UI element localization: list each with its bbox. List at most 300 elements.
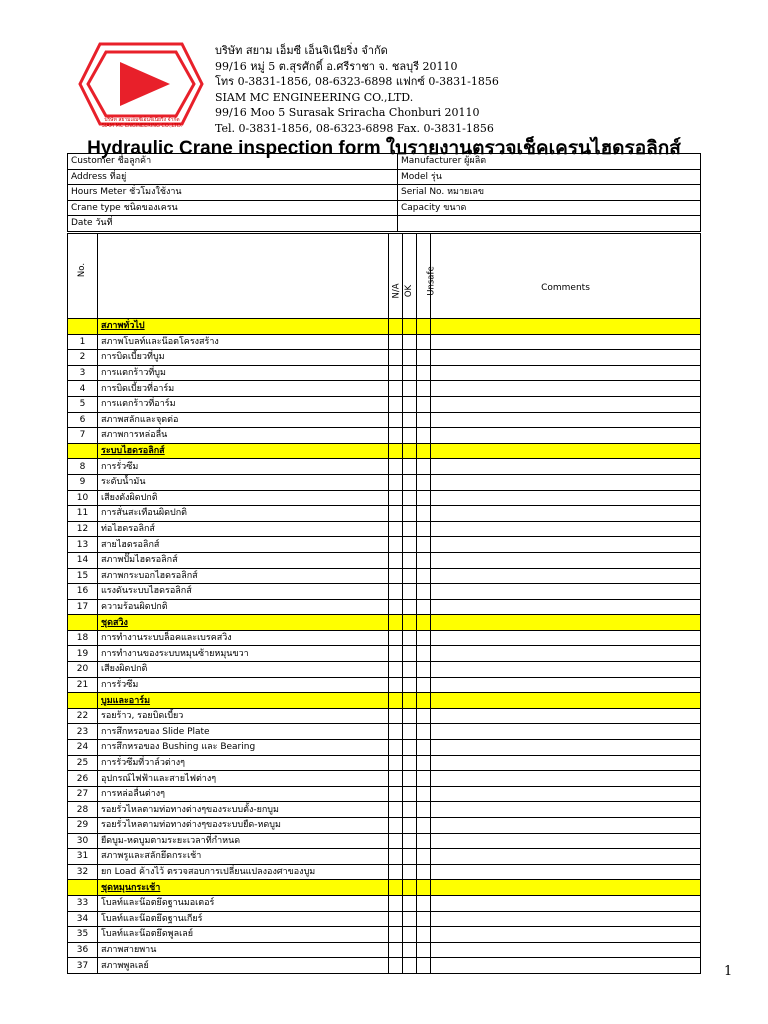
section-header-row xyxy=(68,615,701,631)
ok-checkbox[interactable] xyxy=(403,537,417,553)
section-check-cell xyxy=(403,693,417,709)
item-description: เสียงผิดปกติ xyxy=(98,662,389,678)
na-checkbox[interactable] xyxy=(389,334,403,350)
unsafe-checkbox[interactable] xyxy=(417,786,431,802)
unsafe-checkbox[interactable] xyxy=(417,459,431,475)
checklist-row xyxy=(68,927,701,943)
section-comment-cell xyxy=(431,443,701,459)
model-field[interactable]: Model รุ่น xyxy=(398,169,701,185)
unsafe-checkbox[interactable] xyxy=(417,334,431,350)
company-line: Tel. 0-3831-1856, 08-6323-6898 Fax. 0-3831-1856 xyxy=(215,121,494,135)
unsafe-checkbox[interactable] xyxy=(417,599,431,615)
date-field-blank[interactable] xyxy=(398,216,701,232)
section-check-cell xyxy=(417,319,431,335)
unsafe-checkbox[interactable] xyxy=(417,942,431,958)
item-number: 31 xyxy=(68,849,98,865)
checklist-row xyxy=(68,864,701,880)
checklist-row xyxy=(68,958,701,974)
section-number-cell xyxy=(68,693,98,709)
item-number: 24 xyxy=(68,740,98,756)
checklist-row xyxy=(68,818,701,834)
ok-checkbox[interactable] xyxy=(403,942,417,958)
section-check-cell xyxy=(403,443,417,459)
unsafe-checkbox[interactable] xyxy=(417,428,431,444)
item-number: 8 xyxy=(68,459,98,475)
ok-checkbox[interactable] xyxy=(403,521,417,537)
na-checkbox[interactable] xyxy=(389,755,403,771)
unsafe-checkbox[interactable] xyxy=(417,552,431,568)
item-description: สภาพรูและสลักยึดกระเช้า xyxy=(98,849,389,865)
comment-cell[interactable] xyxy=(431,630,701,646)
item-number: 35 xyxy=(68,927,98,943)
item-number: 36 xyxy=(68,942,98,958)
logo-caption xyxy=(76,117,208,129)
item-number: 22 xyxy=(68,708,98,724)
na-checkbox[interactable] xyxy=(389,599,403,615)
comment-cell[interactable] xyxy=(431,506,701,522)
item-description: โบลท์และน๊อตยึดพูลเลย์ xyxy=(98,927,389,943)
na-checkbox[interactable] xyxy=(389,771,403,787)
na-checkbox[interactable] xyxy=(389,552,403,568)
ok-checkbox[interactable] xyxy=(403,459,417,475)
comment-cell[interactable] xyxy=(431,849,701,865)
item-description: การรั่วซึมที่วาล์วต่างๆ xyxy=(98,755,389,771)
na-checkbox[interactable] xyxy=(389,428,403,444)
checklist-row xyxy=(68,895,701,911)
item-description: สภาพสลักและจุดต่อ xyxy=(98,412,389,428)
company-line: บริษัท สยาม เอ็มซี เอ็นจิเนียริ่ง จำกัด xyxy=(215,44,388,57)
item-description: ยก Load ค้างไว้ ตรวจสอบการเปลี่ยนแปลงองศาของบูม xyxy=(98,864,389,880)
ok-checkbox[interactable] xyxy=(403,396,417,412)
checklist-row xyxy=(68,459,701,475)
item-description: การรั่วซึม xyxy=(98,677,389,693)
item-description: รอยร้าว, รอยบิดเบี้ยว xyxy=(98,708,389,724)
comment-cell[interactable] xyxy=(431,552,701,568)
section-number-cell xyxy=(68,319,98,335)
unsafe-checkbox[interactable] xyxy=(417,662,431,678)
na-checkbox[interactable] xyxy=(389,895,403,911)
comment-cell[interactable] xyxy=(431,381,701,397)
unsafe-checkbox[interactable] xyxy=(417,584,431,600)
section-check-cell xyxy=(417,880,431,896)
comment-cell[interactable] xyxy=(431,833,701,849)
ok-checkbox[interactable] xyxy=(403,412,417,428)
checklist-row xyxy=(68,740,701,756)
section-header-row xyxy=(68,880,701,896)
na-checkbox[interactable] xyxy=(389,412,403,428)
column-na: N/A xyxy=(389,234,403,319)
checklist-row xyxy=(68,662,701,678)
na-checkbox[interactable] xyxy=(389,724,403,740)
unsafe-checkbox[interactable] xyxy=(417,506,431,522)
checklist-row xyxy=(68,755,701,771)
na-checkbox[interactable] xyxy=(389,490,403,506)
section-comment-cell xyxy=(431,615,701,631)
item-number: 5 xyxy=(68,396,98,412)
comment-cell[interactable] xyxy=(431,412,701,428)
na-checkbox[interactable] xyxy=(389,584,403,600)
unsafe-checkbox[interactable] xyxy=(417,677,431,693)
unsafe-checkbox[interactable] xyxy=(417,802,431,818)
item-description: เสียงดังผิดปกติ xyxy=(98,490,389,506)
ok-checkbox[interactable] xyxy=(403,755,417,771)
column-item xyxy=(98,234,389,319)
item-description: แรงดันระบบไฮดรอลิกส์ xyxy=(98,584,389,600)
item-description: การหล่อลื่นต่างๆ xyxy=(98,786,389,802)
comment-cell[interactable] xyxy=(431,895,701,911)
comment-cell[interactable] xyxy=(431,724,701,740)
inspection-checklist-table xyxy=(67,233,701,974)
na-checkbox[interactable] xyxy=(389,568,403,584)
section-check-cell xyxy=(389,880,403,896)
na-checkbox[interactable] xyxy=(389,708,403,724)
manufacturer-field[interactable]: Manufacturer ผู้ผลิต xyxy=(398,154,701,170)
ok-checkbox[interactable] xyxy=(403,350,417,366)
na-checkbox[interactable] xyxy=(389,521,403,537)
item-description: สภาพกระบอกไฮดรอลิกส์ xyxy=(98,568,389,584)
item-description: รอยรั่วไหลตามท่อทางต่างๆของระบบตั้ง-ยกบูม xyxy=(98,802,389,818)
section-number-cell xyxy=(68,443,98,459)
ok-checkbox[interactable] xyxy=(403,584,417,600)
item-number: 18 xyxy=(68,630,98,646)
unsafe-checkbox[interactable] xyxy=(417,365,431,381)
checklist-row xyxy=(68,942,701,958)
item-description: โบลท์และน๊อตยึดฐานเกียร์ xyxy=(98,911,389,927)
page-number: 1 xyxy=(724,964,733,979)
item-description: การสึกหรอของ Bushing และ Bearing xyxy=(98,740,389,756)
comment-cell[interactable] xyxy=(431,646,701,662)
comment-cell[interactable] xyxy=(431,708,701,724)
checklist-row xyxy=(68,584,701,600)
unsafe-checkbox[interactable] xyxy=(417,396,431,412)
ok-checkbox[interactable] xyxy=(403,958,417,974)
item-description: สภาพโบลท์และน๊อตโครงสร้าง xyxy=(98,334,389,350)
item-description: การสั่นสะเทือนผิดปกติ xyxy=(98,506,389,522)
item-number: 4 xyxy=(68,381,98,397)
ok-checkbox[interactable] xyxy=(403,771,417,787)
checklist-row xyxy=(68,599,701,615)
item-description: สภาพการหล่อลื่น xyxy=(98,428,389,444)
ok-checkbox[interactable] xyxy=(403,646,417,662)
comment-cell[interactable] xyxy=(431,334,701,350)
na-checkbox[interactable] xyxy=(389,630,403,646)
ok-checkbox[interactable] xyxy=(403,506,417,522)
item-number: 26 xyxy=(68,771,98,787)
comment-cell[interactable] xyxy=(431,365,701,381)
na-checkbox[interactable] xyxy=(389,474,403,490)
capacity-field[interactable]: Capacity ขนาด xyxy=(398,200,701,216)
ok-checkbox[interactable] xyxy=(403,428,417,444)
na-checkbox[interactable] xyxy=(389,381,403,397)
item-number: 20 xyxy=(68,662,98,678)
section-check-cell xyxy=(417,615,431,631)
na-checkbox[interactable] xyxy=(389,927,403,943)
na-checkbox[interactable] xyxy=(389,740,403,756)
checklist-row xyxy=(68,771,701,787)
ok-checkbox[interactable] xyxy=(403,802,417,818)
unsafe-checkbox[interactable] xyxy=(417,740,431,756)
unsafe-checkbox[interactable] xyxy=(417,724,431,740)
item-description: การสึกหรอของ Slide Plate xyxy=(98,724,389,740)
ok-checkbox[interactable] xyxy=(403,740,417,756)
na-checkbox[interactable] xyxy=(389,802,403,818)
checklist-row xyxy=(68,537,701,553)
checklist-row xyxy=(68,412,701,428)
comment-cell[interactable] xyxy=(431,927,701,943)
item-number: 9 xyxy=(68,474,98,490)
comment-cell[interactable] xyxy=(431,490,701,506)
comment-cell[interactable] xyxy=(431,755,701,771)
checklist-row xyxy=(68,630,701,646)
checklist-row xyxy=(68,849,701,865)
na-checkbox[interactable] xyxy=(389,833,403,849)
column-unsafe: Unsafe xyxy=(417,234,431,319)
ok-checkbox[interactable] xyxy=(403,334,417,350)
ok-checkbox[interactable] xyxy=(403,864,417,880)
comment-cell[interactable] xyxy=(431,911,701,927)
comment-cell[interactable] xyxy=(431,584,701,600)
unsafe-checkbox[interactable] xyxy=(417,350,431,366)
comment-cell[interactable] xyxy=(431,771,701,787)
item-number: 25 xyxy=(68,755,98,771)
na-checkbox[interactable] xyxy=(389,677,403,693)
section-number-cell xyxy=(68,615,98,631)
item-number: 29 xyxy=(68,818,98,834)
ok-checkbox[interactable] xyxy=(403,849,417,865)
serial-field[interactable]: Serial No. หมายเลข xyxy=(398,185,701,201)
comment-cell[interactable] xyxy=(431,568,701,584)
logo-play-triangle xyxy=(120,62,170,106)
checklist-row xyxy=(68,490,701,506)
header-fields-table xyxy=(67,153,701,232)
comment-cell[interactable] xyxy=(431,662,701,678)
item-number: 11 xyxy=(68,506,98,522)
item-number: 3 xyxy=(68,365,98,381)
unsafe-checkbox[interactable] xyxy=(417,833,431,849)
checklist-row xyxy=(68,568,701,584)
ok-checkbox[interactable] xyxy=(403,911,417,927)
comment-cell[interactable] xyxy=(431,428,701,444)
section-title: บูมและอาร์ม xyxy=(98,693,389,709)
unsafe-checkbox[interactable] xyxy=(417,630,431,646)
comment-cell[interactable] xyxy=(431,677,701,693)
form-title: Hydraulic Crane inspection form ใบรายงานตรวจเช็คเครนไฮดรอลิกส์ xyxy=(87,138,681,159)
comment-cell[interactable] xyxy=(431,396,701,412)
na-checkbox[interactable] xyxy=(389,537,403,553)
item-description: การรั่วซึม xyxy=(98,459,389,475)
item-description: การทำงานของระบบหมุนซ้ายหมุนขวา xyxy=(98,646,389,662)
unsafe-checkbox[interactable] xyxy=(417,849,431,865)
item-description: อุปกรณ์ไฟฟ้าและสายไฟต่างๆ xyxy=(98,771,389,787)
ok-checkbox[interactable] xyxy=(403,474,417,490)
item-number: 27 xyxy=(68,786,98,802)
item-description: โบลท์และน๊อตยึดฐานมอเตอร์ xyxy=(98,895,389,911)
ok-checkbox[interactable] xyxy=(403,724,417,740)
unsafe-checkbox[interactable] xyxy=(417,818,431,834)
section-check-cell xyxy=(417,693,431,709)
customer-field[interactable]: Customer ชื่อลูกค้า xyxy=(68,154,398,170)
ok-checkbox[interactable] xyxy=(403,677,417,693)
section-check-cell xyxy=(403,615,417,631)
comment-cell[interactable] xyxy=(431,537,701,553)
ok-checkbox[interactable] xyxy=(403,630,417,646)
ok-checkbox[interactable] xyxy=(403,365,417,381)
company-line: โทร 0-3831-1856, 08-6323-6898 แฟกซ์ 0-3831-1856 xyxy=(215,75,499,88)
unsafe-checkbox[interactable] xyxy=(417,864,431,880)
logo-caption-en: SIAM MC ENGINEERING CO.,LTD. xyxy=(101,123,183,129)
checklist-row xyxy=(68,428,701,444)
ok-checkbox[interactable] xyxy=(403,568,417,584)
checklist-row xyxy=(68,802,701,818)
checklist-row xyxy=(68,365,701,381)
logo-caption-th: บริษัท สยามเอ็มซีเอ็นจิเนียริ่ง จำกัด xyxy=(104,117,180,123)
na-checkbox[interactable] xyxy=(389,958,403,974)
section-title: ชุดสวิง xyxy=(98,615,389,631)
na-checkbox[interactable] xyxy=(389,849,403,865)
comment-cell[interactable] xyxy=(431,786,701,802)
comment-cell[interactable] xyxy=(431,740,701,756)
ok-checkbox[interactable] xyxy=(403,708,417,724)
item-description: การแตกร้าวที่อาร์ม xyxy=(98,396,389,412)
ok-checkbox[interactable] xyxy=(403,895,417,911)
item-number: 19 xyxy=(68,646,98,662)
item-description: การบิดเบี้ยวที่บูม xyxy=(98,350,389,366)
ok-checkbox[interactable] xyxy=(403,786,417,802)
na-checkbox[interactable] xyxy=(389,662,403,678)
na-checkbox[interactable] xyxy=(389,365,403,381)
checklist-row xyxy=(68,350,701,366)
hours-meter-field[interactable]: Hours Meter ชั่วโมงใช้งาน xyxy=(68,185,398,201)
na-checkbox[interactable] xyxy=(389,911,403,927)
na-checkbox[interactable] xyxy=(389,350,403,366)
na-checkbox[interactable] xyxy=(389,459,403,475)
item-description: สภาพปั๊มไฮดรอลิกส์ xyxy=(98,552,389,568)
unsafe-checkbox[interactable] xyxy=(417,755,431,771)
ok-checkbox[interactable] xyxy=(403,662,417,678)
section-comment-cell xyxy=(431,880,701,896)
na-checkbox[interactable] xyxy=(389,942,403,958)
item-number: 30 xyxy=(68,833,98,849)
checklist-row xyxy=(68,552,701,568)
unsafe-checkbox[interactable] xyxy=(417,771,431,787)
comment-cell[interactable] xyxy=(431,958,701,974)
na-checkbox[interactable] xyxy=(389,396,403,412)
item-number: 14 xyxy=(68,552,98,568)
na-checkbox[interactable] xyxy=(389,786,403,802)
item-description: การบิดเบี้ยวที่อาร์ม xyxy=(98,381,389,397)
checklist-row xyxy=(68,646,701,662)
item-description: สภาพสายพาน xyxy=(98,942,389,958)
company-address-block xyxy=(215,43,499,136)
item-number: 23 xyxy=(68,724,98,740)
section-check-cell xyxy=(417,443,431,459)
unsafe-checkbox[interactable] xyxy=(417,490,431,506)
section-check-cell xyxy=(403,319,417,335)
comment-cell[interactable] xyxy=(431,459,701,475)
comment-cell[interactable] xyxy=(431,521,701,537)
comment-cell[interactable] xyxy=(431,942,701,958)
item-number: 15 xyxy=(68,568,98,584)
item-number: 7 xyxy=(68,428,98,444)
unsafe-checkbox[interactable] xyxy=(417,927,431,943)
unsafe-checkbox[interactable] xyxy=(417,537,431,553)
ok-checkbox[interactable] xyxy=(403,381,417,397)
checklist-row xyxy=(68,474,701,490)
unsafe-checkbox[interactable] xyxy=(417,895,431,911)
item-description: การทำงานระบบล็อคและเบรคสวิง xyxy=(98,630,389,646)
crane-type-field[interactable]: Crane type ชนิดของเครน xyxy=(68,200,398,216)
comment-cell[interactable] xyxy=(431,599,701,615)
comment-cell[interactable] xyxy=(431,818,701,834)
checklist-row xyxy=(68,381,701,397)
checklist-row xyxy=(68,786,701,802)
ok-checkbox[interactable] xyxy=(403,490,417,506)
unsafe-checkbox[interactable] xyxy=(417,646,431,662)
column-no: No. xyxy=(68,234,98,319)
unsafe-checkbox[interactable] xyxy=(417,521,431,537)
section-comment-cell xyxy=(431,693,701,709)
comment-cell[interactable] xyxy=(431,802,701,818)
checklist-column-header xyxy=(68,234,701,319)
section-number-cell xyxy=(68,880,98,896)
comment-cell[interactable] xyxy=(431,474,701,490)
unsafe-checkbox[interactable] xyxy=(417,412,431,428)
na-checkbox[interactable] xyxy=(389,506,403,522)
section-header-row xyxy=(68,443,701,459)
unsafe-checkbox[interactable] xyxy=(417,568,431,584)
checklist-row xyxy=(68,708,701,724)
address-field[interactable]: Address ที่อยู่ xyxy=(68,169,398,185)
unsafe-checkbox[interactable] xyxy=(417,381,431,397)
unsafe-checkbox[interactable] xyxy=(417,474,431,490)
ok-checkbox[interactable] xyxy=(403,818,417,834)
item-number: 16 xyxy=(68,584,98,600)
date-field[interactable]: Date วันที่ xyxy=(68,216,398,232)
unsafe-checkbox[interactable] xyxy=(417,911,431,927)
section-check-cell xyxy=(389,615,403,631)
column-comments: Comments xyxy=(431,234,701,319)
na-checkbox[interactable] xyxy=(389,818,403,834)
unsafe-checkbox[interactable] xyxy=(417,958,431,974)
section-header-row xyxy=(68,319,701,335)
item-number: 33 xyxy=(68,895,98,911)
item-number: 17 xyxy=(68,599,98,615)
section-comment-cell xyxy=(431,319,701,335)
ok-checkbox[interactable] xyxy=(403,833,417,849)
item-description: สภาพพูลเลย์ xyxy=(98,958,389,974)
checklist-row xyxy=(68,677,701,693)
na-checkbox[interactable] xyxy=(389,864,403,880)
item-number: 34 xyxy=(68,911,98,927)
item-number: 1 xyxy=(68,334,98,350)
item-description: ระดับน้ำมัน xyxy=(98,474,389,490)
ok-checkbox[interactable] xyxy=(403,927,417,943)
section-title: สภาพทั่วไป xyxy=(98,319,389,335)
checklist-row xyxy=(68,334,701,350)
unsafe-checkbox[interactable] xyxy=(417,708,431,724)
section-title: ระบบไฮดรอลิกส์ xyxy=(98,443,389,459)
ok-checkbox[interactable] xyxy=(403,599,417,615)
na-checkbox[interactable] xyxy=(389,646,403,662)
item-number: 32 xyxy=(68,864,98,880)
company-line: SIAM MC ENGINEERING CO.,LTD. xyxy=(215,90,414,104)
ok-checkbox[interactable] xyxy=(403,552,417,568)
item-description: การแตกร้าวที่บูม xyxy=(98,365,389,381)
comment-cell[interactable] xyxy=(431,350,701,366)
section-title: ชุดหมุนกระเช้า xyxy=(98,880,389,896)
comment-cell[interactable] xyxy=(431,864,701,880)
item-number: 28 xyxy=(68,802,98,818)
